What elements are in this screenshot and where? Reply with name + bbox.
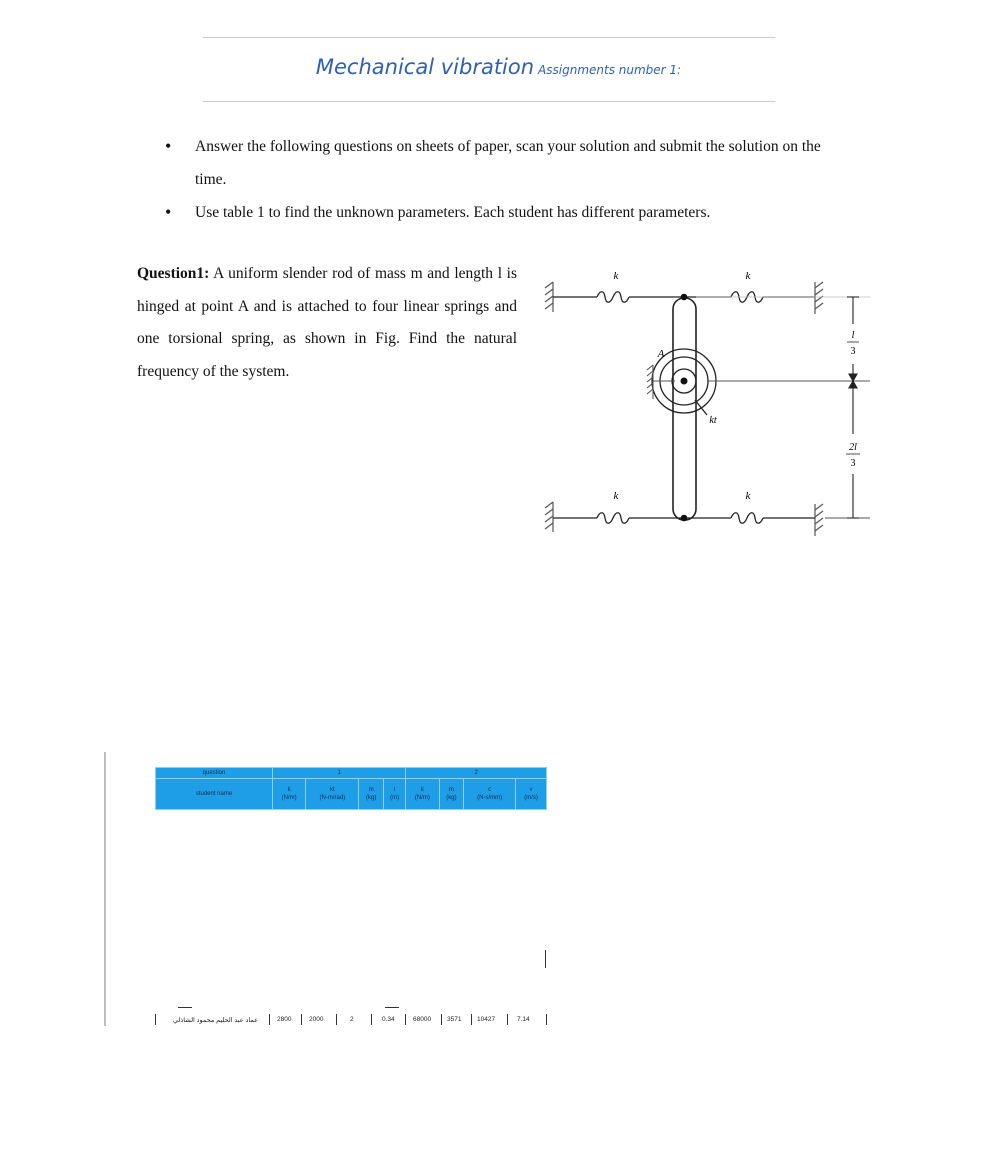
value-cell: 7.14 <box>517 1016 530 1023</box>
torsional-label: kt <box>709 415 717 426</box>
spring-top-left <box>553 292 684 303</box>
question-text: A uniform slender rod of mass m and length l is hinged at point A and is attached to four linear springs and one torsional spring, as shown in Fig. Find the natural frequency of the system. <box>137 265 517 380</box>
hinge-pin-a <box>681 378 688 385</box>
pin-top <box>681 294 688 301</box>
title-main: Mechanical vibration <box>315 55 535 79</box>
col-header: k (N/m) <box>273 779 306 810</box>
value-cell: 10427 <box>477 1016 496 1023</box>
hinge-a-support <box>647 365 675 399</box>
value-cell: 2000 <box>309 1016 324 1023</box>
header-bottom-rule <box>203 101 775 102</box>
title-sub: Assignments number 1: <box>538 63 682 77</box>
spring-label-bottom-right: k <box>745 490 751 502</box>
left-margin-rule <box>104 752 106 1026</box>
lower-fraction-num: 2l <box>849 442 857 453</box>
col-header: c (N-s/mm) <box>464 779 516 810</box>
question-header: question <box>156 768 273 779</box>
spring-bottom-right <box>684 513 815 524</box>
instruction-item: • Use table 1 to find the unknown parameters. Each student has different parameters. <box>165 196 845 229</box>
spring-label-bottom-left: k <box>613 490 619 502</box>
upper-fraction-den: 3 <box>850 346 856 357</box>
page-title <box>0 55 997 79</box>
col-header: kt (N-m/rad) <box>306 779 359 810</box>
right-wall-bottom <box>815 504 823 536</box>
table-row <box>155 1013 547 1027</box>
parameters-table <box>155 767 547 810</box>
value-cell: 2 <box>350 1016 354 1023</box>
question-1 <box>137 258 517 388</box>
group-2-header: 2 <box>406 768 547 779</box>
instruction-item: • Answer the following questions on sheets of paper, scan your solution and submit the solution on the time. <box>165 130 845 196</box>
rod-spring-figure <box>535 262 880 542</box>
student-name-header: student name <box>156 779 273 810</box>
question-label: Question1: <box>137 265 210 282</box>
pin-bottom <box>681 515 688 522</box>
spring-bottom-left <box>553 513 684 524</box>
table-header-row-1 <box>156 768 547 779</box>
table-edge-mark <box>385 1007 399 1008</box>
table-edge-mark <box>545 950 546 968</box>
lower-fraction-den: 3 <box>850 458 856 469</box>
value-cell: 68000 <box>413 1016 432 1023</box>
hinge-label: A <box>657 348 665 360</box>
col-header: m (kg) <box>359 779 384 810</box>
instruction-list <box>165 130 845 229</box>
right-wall-top <box>815 282 823 314</box>
col-header: v (m/s) <box>516 779 547 810</box>
header-top-rule <box>203 37 775 38</box>
group-1-header: 1 <box>273 768 406 779</box>
spring-label-top-right: k <box>745 270 751 282</box>
upper-fraction-num: l <box>851 330 855 341</box>
col-header: k (N/m) <box>406 779 439 810</box>
col-header: m (kg) <box>439 779 464 810</box>
left-wall-top <box>545 282 553 312</box>
col-header: l (m) <box>384 779 406 810</box>
left-wall-bottom <box>545 502 553 532</box>
table-edge-mark <box>178 1007 192 1008</box>
student-name-cell: عماد عبد الحليم محمود الشاذلي <box>173 1017 258 1024</box>
spring-label-top-left: k <box>613 270 619 282</box>
slender-rod <box>673 298 696 520</box>
value-cell: 2800 <box>277 1016 292 1023</box>
table-header-row-2 <box>156 779 547 810</box>
value-cell: 0.34 <box>382 1016 395 1023</box>
value-cell: 3571 <box>447 1016 462 1023</box>
